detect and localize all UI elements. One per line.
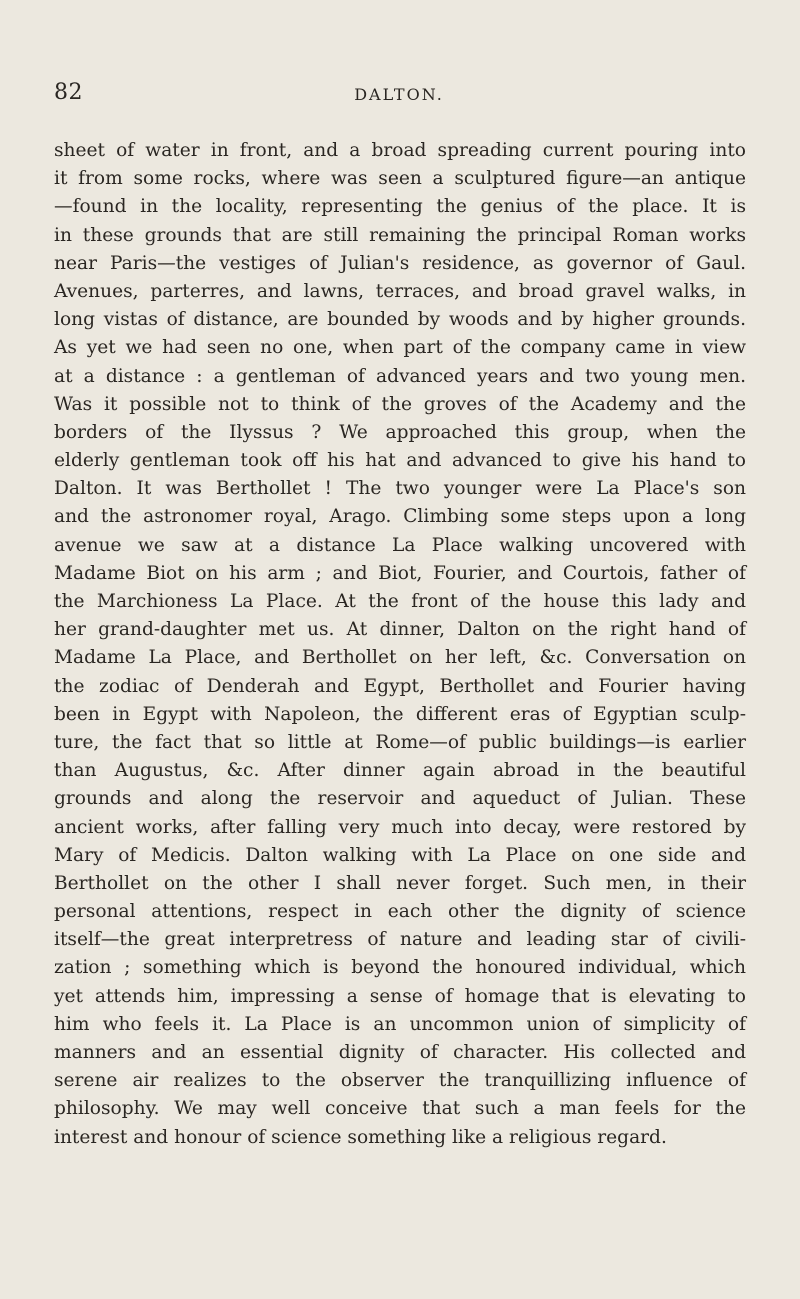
text-line: at a distance : a gentleman of advanced years and two young men. (54, 365, 746, 387)
text-line: Berthollet on the other I shall never forget. Such men, in their (54, 872, 746, 894)
text-line: near Paris—the vestiges of Julian's residence, as governor of Gaul. (54, 252, 746, 274)
text-line: him who feels it. La Place is an uncommon union of simplicity of (54, 1013, 746, 1035)
page-header (54, 80, 744, 110)
text-line: itself—the great interpretress of nature and leading star of civili- (54, 929, 746, 951)
text-line: in these grounds that are still remaining the principal Roman works (54, 224, 746, 246)
text-line: philosophy. We may well conceive that such a man feels for the (54, 1098, 746, 1120)
text-line: personal attentions, respect in each other the dignity of science (54, 901, 746, 923)
text-line: Madame La Place, and Berthollet on her left, &c. Conversation on (54, 647, 746, 669)
text-line: Madame Biot on his arm ; and Biot, Fourier, and Courtois, father of (54, 562, 746, 584)
text-line: Mary of Medicis. Dalton walking with La Place on one side and (54, 844, 746, 866)
running-head: DALTON. (354, 85, 444, 104)
text-line: the zodiac of Denderah and Egypt, Berthollet and Fourier having (54, 675, 746, 697)
text-line: interest and honour of science something like a religious regard. (54, 1126, 667, 1148)
text-line: it from some rocks, where was seen a sculptured figure—an antique (54, 168, 746, 190)
text-line: As yet we had seen no one, when part of the company came in view (54, 337, 746, 359)
text-line: than Augustus, &c. After dinner again abroad in the beautiful (54, 760, 746, 782)
text-line: and the astronomer royal, Arago. Climbing some steps upon a long (54, 506, 746, 528)
text-line: ancient works, after falling very much into decay, were restored by (54, 816, 746, 838)
text-line: sheet of water in front, and a broad spreading current pouring into (54, 140, 746, 161)
text-line: —found in the locality, representing the genius of the place. It is (54, 196, 746, 218)
text-line: Avenues, parterres, and lawns, terraces, and broad gravel walks, in (54, 280, 746, 302)
text-line: borders of the Ilyssus ? We approached this group, when the (54, 421, 746, 443)
text-line: ture, the fact that so little at Rome—of public buildings—is earlier (54, 731, 746, 753)
text-line: Was it possible not to think of the groves of the Academy and the (54, 393, 746, 415)
text-line: elderly gentleman took off his hat and advanced to give his hand to (54, 450, 746, 472)
page-number: 82 (54, 80, 83, 105)
text-line: yet attends him, impressing a sense of homage that is elevating to (54, 985, 746, 1007)
text-line: her grand-daughter met us. At dinner, Dalton on the right hand of (54, 619, 746, 641)
text-line: grounds and along the reservoir and aqueduct of Julian. These (54, 788, 746, 810)
text-line: zation ; something which is beyond the honoured individual, which (54, 957, 746, 979)
body-text (54, 137, 746, 1152)
text-line: serene air realizes to the observer the tranquillizing influence of (54, 1070, 746, 1092)
text-line: manners and an essential dignity of character. His collected and (54, 1042, 746, 1063)
text-line: been in Egypt with Napoleon, the different eras of Egyptian sculp- (54, 703, 746, 725)
text-line: Dalton. It was Berthollet ! The two younger were La Place's son (54, 478, 746, 500)
text-line: long vistas of distance, are bounded by woods and by higher grounds. (54, 309, 746, 331)
text-line: the Marchioness La Place. At the front of the house this lady and (54, 591, 746, 612)
text-line: avenue we saw at a distance La Place walking uncovered with (54, 534, 746, 556)
